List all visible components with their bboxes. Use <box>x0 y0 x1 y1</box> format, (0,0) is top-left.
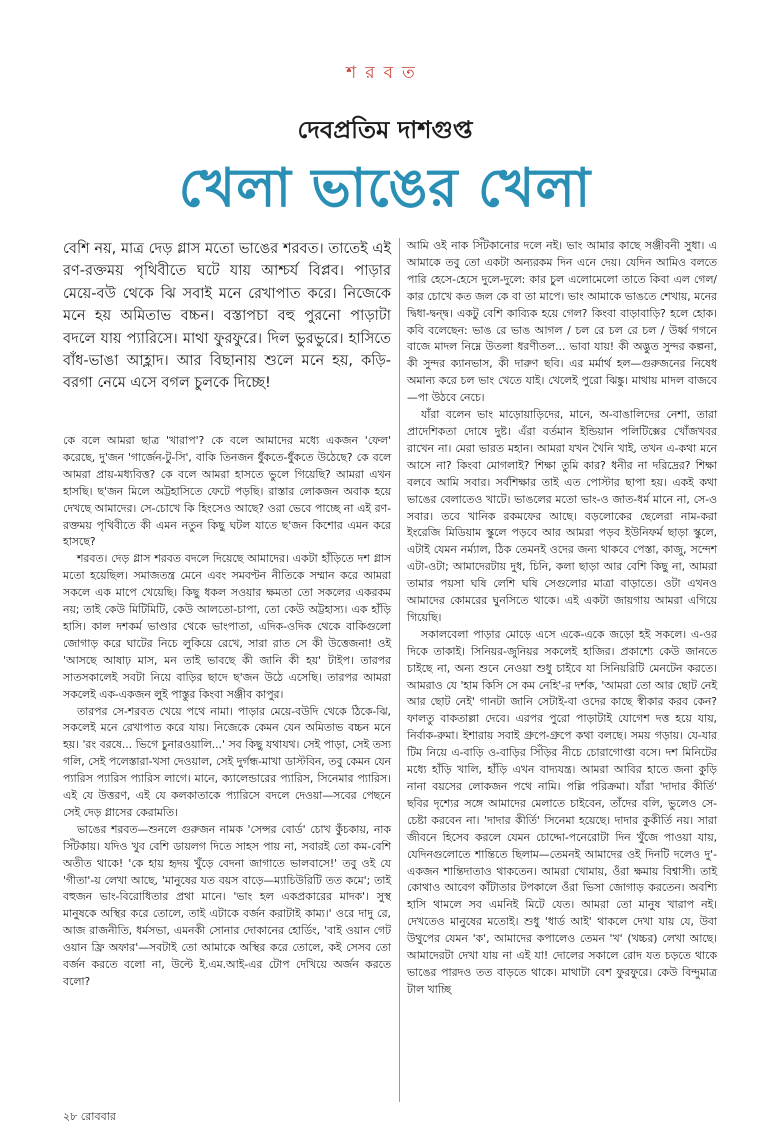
body-paragraph: কে বলে আমরা ছাত্র 'খারাপ'? কে বলে আমাদের মধ্যে একজন 'ফেল' করেছে, দু'জন 'গার্জেন-টু-সি', বাকি তিনজন ধুঁকতে-ধুঁকতে উঠেছে? কে বলে আমরা প্রায়-মধ্যবিত্ত? কে বলে আমরা হাসতে ভুলে গিয়েছি? আমরা এখন হাসছি। ছ'জন মিলে অট্টহাসিতে ফেটে পড়ছি। রাস্তার লোকজন অবাক হয়ে দেখছে আমাদের। সে-চোখে কি হিংসেও আছে? ওরা ভেবে পাচ্ছে না এই রণ-রক্তময় পৃথিবীতে কী এমন নতুন কিছু ঘটল যাতে ছ'জন কিশোর এমন করে হাসছে? <box>63 434 391 549</box>
body-paragraph: যাঁরা বলেন ভাং মাড়োয়াড়িদের, মানে, অ-বাঙালিদের নেশা, তারা প্রাদেশিকতা দোষে দুষ্ট। এঁরা বর্তমান ইন্ডিয়ান পলিটিক্সের খোঁজখবর রাখেন না। মেরা ভারত মহান। আমরা যখন খৈনি খাই, তখন এ-কথা মনে আসে না? কিংবা মোগলাই? শিক্ষা তুমি কার? ধনীর না দরিদ্রের? শিক্ষা বলবে আমি সবার। সর্বশিক্ষার তাই এত পোস্টার ছাপা হয়। একই কথা ভাঙের বেলাতেও খাটে। ভাঙলের মতো ভাং-ও জাত-ধর্ম মানে না, সে-ও সবার। তবে খানিক রকমফের আছে। বড়লোকের ছেলেরা নাম-করা ইংরেজি মিডিয়াম স্কুলে পড়বে আর আমরা পড়ব ইউনিফর্ম ছাড়া স্কুলে, এটাই যেমন নর্ম্যাল, ঠিক তেমনই ওদের জন্য থাকবে পেস্তা, কাজু, সন্দেশ এটা-ওটা; আমাদেরটায় দুধ, চিনি, কলা ছাড়া আর বেশি কিছু না, আমরা তামার পয়সা ঘষি লেশি ঘষি সেগুলোর মাত্রা বাড়াতে। ওটা এখনও আমাদের কোমরের ঘুনসিতে থাকে। এই একটা জায়গায় আমরা এগিয়ে গিয়েছি। <box>407 408 717 624</box>
body-paragraph: শরবত। দেড় গ্লাস শরবত বদলে দিয়েছে আমাদের। একটা হাঁড়িতে দশ গ্লাস মতো হয়েছিল। সমাজতন্ত্র মেনে এবং সমবণ্টন নীতিকে সম্মান করে আমরা সকলে এক মাপে খেয়েছি। কিছু ধকল সওয়ার ক্ষমতা তো সকলের একরকম নয়; তাই কেউ মিটিমিটি, কেউ আলতো-চাপা, তো কেউ অট্টহাস্য। এক হাঁড়ি হাসি। কাল দশকর্ম ভাণ্ডার থেকে ভাংপাতা, এদিক-ওদিক থেকে বাকিগুলো জোগাড় করে ঘাটের নিচে লুকিয়ে রেখে, সারা রাত সে কী উত্তেজনা! ওই 'আসছে আষাঢ় মাস, মন তাই ভাবছে কী জানি কী হয়' টাইপ। তারপর সাতসকালেই সবটা নিয়ে বাড়ির ছাদে ছ'জন উঠে এসেছি। তারপর আমরা সকলেই এক-একজন লুই পাস্তুর কিংবা সঞ্জীব কাপুর। <box>63 552 391 701</box>
body-column-left <box>63 433 391 991</box>
column-divider <box>399 238 400 1102</box>
body-column-right <box>407 238 717 999</box>
body-paragraph: সকালবেলা পাড়ার মোড়ে এসে একে-একে জড়ো হই সকলে। এ-ওর দিকে তাকাই। সিনিয়র-জুনিয়র সকলেই হাজির। প্রকাশ্যে কেউ জানতে চাইছে না, অন্য শুনে নেওয়া শুধু চাইবে যা সিনিয়রিটি মেনটেন করতে। আমরাও যে 'হাম কিসি সে কম নেহি'-র দর্শক, 'আমরা তো আর ছোট নেই আর ছোট নেই' গানটা জানি সেটাই-বা ওদের কাছে স্বীকার করব কেন? ফালতু বাকতাল্লা দেবে। এরপর পুরো পাড়াটাই যোগেশ দত্ত হয়ে যায়, নির্বাক-রুমা। ইশারায় সবাই গ্রুপে-গ্রুপে কথা বলছে। সময় গড়ায়। যে-যার টিম নিয়ে এ-বাড়ি ও-বাড়ির সিঁড়ির নীচে চোরাগোপ্তা বসে। দশ মিনিটের মধ্যে হাঁড়ি খালি, হাঁড়ি এখন বাদ্যযন্ত্র। আমরা আবির হাতে জনা কুড়ি নানা বয়সের লোকজন পথে নামি। পল্লি পরিক্রমা। যাঁরা 'দাদার কীর্তি' ছবির দৃশ্যের সঙ্গে আমাদের মেলাতে চাইবেন, তাঁদের বলি, ভুলেও সে-চেষ্টা করবেন না। 'দাদার কীর্তি' সিনেমা হয়েছে। দাদার কুকীর্তি নয়। সারা জীবনে হিসেব করলে যেমন চোদ্দো-পনেরোটা দিন খুঁজে পাওয়া যায়, যেদিনগুলোতে শান্তিতে ছিলাম—তেমনই আমাদের ওই দিনটি দলেও দু'-একজন শান্তিদাতাও থাকতেন। আমরা খোমায়, ওঁরা ক্ষমায় বিশ্বাসী। তাই কোথাও আবেগ কাঁটাতার টপকালে ওঁরা ভিসা জোগাড় করতেন। অবশ্যি হাসি থামলে সব এমনিই মিটে যেত। আমরা তো মানুষ খারাপ নই। দেখতেও মানুষের মতোই। শুধু 'ধার্ড আই' থাকলে দেখা যায় যে, উবা উথুপের যেমন 'ক', আমাদের কপালেও তেমন 'খ' (খচ্চর) লেখা আছে। আমাদেরটা দেখা যায় না এই যা! দোলের সকালে রোদ যত চড়তে থাকে ভাঙের পারদও তত বাড়তে থাকে। মাথাটা বেশ ফুরফুরে। কেউ বিন্দুমাত্র টাল খাচ্ছি <box>407 627 717 996</box>
lead-paragraph: বেশি নয়, মাত্র দেড় গ্লাস মতো ভাঙের শরবত। তাতেই এই রণ-রক্তময় পৃথিবীতে ঘটে যায় আশ্চর্য বিপ্লব। পাড়ার মেয়ে-বউ থেকে ঝি সবাই মনে রেখাপাত করে। নিজেকে মনে হয় অমিতাভ বচ্চন। বস্তাপচা বহু পুরনো পাড়াটা বদলে যায় প্যারিসে। মাথা ফুরফুরে। দিল ভুরভুরে। হাসিতে বাঁধ-ভাঙা আহ্লাদ। আর বিছানায় শুলে মনে হয়, কড়ি-বরগা নেমে এসে বগল চুলকে দিচ্ছে! <box>63 241 391 392</box>
body-paragraph: তারপর সে-শরবত খেয়ে পথে নামা। পাড়ার মেয়ে-বউদি থেকে ঠিকে-ঝি, সকলেই মনে রেখাপাত করে যায়। নিজেকে কেমন যেন অমিতাভ বচ্চন মনে হয়। 'রং বরষে... ভিগে চুনারওয়ালি...' সব কিছু যথাযথ। সেই পাড়া, সেই তস্য গলি, সেই পলেস্তারা-খসা দেওয়াল, সেই দুর্গন্ধ-মাখা ডাস্টবিন, তবু কেমন যেন প্যারিস প্যারিস প্যারিস লাগে। মানে, ক্যালেন্ডারের প্যারিস, সিনেমার প্যারিস। এই যে উত্তরণ, এই যে কলকাতাকে প্যারিসে বদলে দেওয়া—সবের পেছনে সেই দেড় গ্লাসের কেরামতি। <box>63 704 391 819</box>
body-paragraph: ভাঙের শরবত—শুনলে গুরুজন নামক 'সেন্সর বোর্ড' চোখ কুঁচকায়, নাক সিঁটকায়। যদিও খুব বেশি ডায়লগ দিতে সাহস পায় না, সবারই তো কম-বেশি অতীত থাকে! 'কে হায় হৃদয় খুঁড়ে বেদনা জাগাতে ভালবাসে!' তবু ওই যে 'গীতা'-য় লেখা আছে, 'মানুষের যত বয়স বাড়ে—ম্যাচিউরিটি তত কমে'; তাই বহুজন ভাং-বিরোধিতার প্রথা মানে। 'ভাং হল একপ্রকারের মাদক'। সুস্থ মানুষকে অস্থির করে তোলে, তাই এটাকে বর্জন করাটাই কাম্য।' ওরে দাদু রে, আজ রাজনীতি, ধর্মসভা, এমনকী সোনার দোকানের হোর্ডিং, 'বাই ওয়ান গেট ওয়ান ফ্রি অফার'—সবটাই তো আমাকে অস্থির করে তোলে, কই সেসব তো বর্জন করতে বলো না, উল্টে ই.এম.আই-এর টোপ দেখিয়ে অর্জন করতে বলো? <box>63 822 391 988</box>
body-paragraph: আমি ওই নাক সিঁটকানোর দলে নই। ভাং আমার কাছে সঞ্জীবনী সুধা। এ আমাকে তবু তো একটা অন্যরকম দিন এনে দেয়। যেদিন আমিও বলতে পারি হেসে-হেসে দুলে-দুলে: কার চুল এলোমেলো তাতে কিবা এল গেল/কার চোখে কত জল কে বা তা মাপে। ভাং আমাকে ভাঙতে শেখায়, মনের দ্বিধা-দ্বন্দ্ব। একটু বেশি কাব্যিক হয়ে গেল? কিংবা বাড়াবাড়ি? হলে হোক। কবি বলেছেন: ভাঙ রে ভাঙ আগল / চল রে চল রে চল / উর্ধ্ব গগনে বাজে মাদল নিম্নে উতলা ধরণীতল... ভাবা যায়! কী অদ্ভুত সুন্দর কল্পনা, কী সুন্দর ক্যানভাস, কী দারুণ ছবি। এর মর্মার্থ হল—গুরুজনের নিষেধ অমান্য করে চল ভাং খেতে যাই। খেলেই পুরো ঝিঙ্কু। মাথায় মাদল বাজবে—পা উঠবে নেচে। <box>407 239 717 405</box>
section-label: শরবত <box>346 63 424 83</box>
page-folio: ২৮ রোববার <box>63 1110 116 1123</box>
author-byline: দেবপ্রতিম দাশগুপ্ত <box>297 116 473 144</box>
article-title: খেলা ভাঙের খেলা <box>178 158 592 219</box>
